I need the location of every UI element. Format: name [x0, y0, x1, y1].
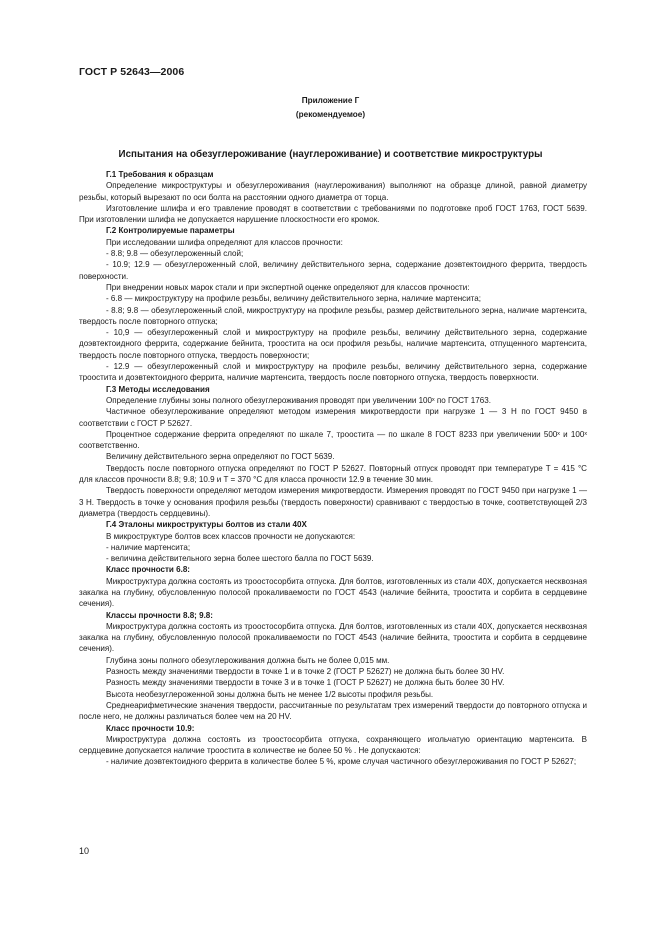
- subsection-heading: Классы прочности 8.8; 9.8:: [106, 610, 213, 620]
- paragraph: При внедрении новых марок стали и при экспертной оценке определяют для классов прочности:: [106, 282, 470, 292]
- paragraph: Твердость поверхности определяют методом измерения микротвердости. Измерения проводят по ГОСТ 9450 при нагрузке 1 — 3 Н. Твердость в точке у основания профиля резьбы (твердость поверхности) сравнивают с твердостью в точке, соответствующей 2/3 диаметра (твердость сердцевины).: [79, 486, 587, 518]
- subsection-heading: Г.4 Эталоны микроструктуры болтов из стали 40Х: [106, 520, 307, 530]
- paragraph: Изготовление шлифа и его травление проводят в соответствии с требованиями по подготовке проб ГОСТ 1763, ГОСТ 5639. При изготовлении шлифа не допускается нарушение плоскостности его кромок.: [79, 203, 587, 225]
- paragraph: - 8.8; 9.8 — обезуглероженный слой, микроструктуру на профиле резьбы, размер действительного зерна, наличие мартенсита, твердость после повторного отпуска;: [79, 305, 587, 326]
- paragraph: Среднеарифметические значения твердости, рассчитанные по результатам трех измерений твердости до повторного отпуска и после него, не должны различаться более чем на 20 HV.: [79, 700, 587, 722]
- page-number: 10: [79, 846, 90, 856]
- paragraph: Микроструктура должна состоять из троостосорбита отпуска. Для болтов, изготовленных из стали 40Х, допускается несквозная закалка на глубину, обусловленную полосой прокаливаемости по ГОСТ 4543 (наличие бейнита, троостита и сорбита в сердцевине сечения).: [79, 621, 587, 654]
- paragraph: Твердость после повторного отпуска определяют по ГОСТ Р 52627. Повторный отпуск проводят при температуре T = 415 °С для классов прочности 8.8; 9.8; 10.9 и T = 370 °С для класса прочности 12.9 в течение 30 мин.: [79, 463, 587, 485]
- paragraph: Процентное содержание феррита определяют по шкале 7, троостита — по шкале 8 ГОСТ 8233 при увеличении 500ˣ и 100ˣ соответственно.: [79, 429, 587, 451]
- subsection-heading: Г.2 Контролируемые параметры: [106, 226, 235, 236]
- paragraph: Определение глубины зоны полного обезуглероживания проводят при увеличении 100ˣ по ГОСТ 1763.: [106, 395, 491, 405]
- subsection-heading: Г.1 Требования к образцам: [106, 170, 214, 179]
- paragraph: - 8.8; 9.8 — обезуглероженный слой;: [106, 249, 244, 259]
- paragraph: Разность между значениями твердости в точке 1 и в точке 2 (ГОСТ Р 52627) не должна быть более 30 HV.: [106, 667, 505, 677]
- paragraph: - 12.9 — обезуглероженный слой и микроструктуру на профиле резьбы, величину действительного зерна, содержание троостита и доэвтектоидного феррита, наличие мартенсита, твердость после повторного отпуска, твердость поверхности.: [79, 362, 587, 383]
- paragraph: Высота необезуглероженной зоны должна быть не менее 1/2 высоты профиля резьбы.: [106, 689, 434, 699]
- paragraph: Частичное обезуглероживание определяют методом измерения микротвердости при нагрузке 1 — 3 Н по ГОСТ 9450 в соответствии с ГОСТ Р 52627.: [79, 407, 587, 428]
- paragraph: - 6.8 — микроструктуру на профиле резьбы, величину действительного зерна, наличие мартенсита;: [106, 294, 481, 304]
- paragraph: В микроструктуре болтов всех классов прочности не допускаются:: [106, 531, 356, 541]
- paragraph: Глубина зоны полного обезуглероживания должна быть не более 0,015 мм.: [106, 655, 390, 665]
- paragraph: При исследовании шлифа определяют для классов прочности:: [106, 237, 343, 247]
- paragraph: - наличие мартенсита;: [106, 542, 191, 552]
- paragraph: Микроструктура должна состоять из троостосорбита отпуска, сохраняющего игольчатую ориентацию мартенсита. В сердцевине допускается наличие троостита в количестве не более 50 % . Не допускаются:: [79, 734, 587, 756]
- paragraph: - наличие доэвтектоидного феррита в количестве более 5 %, кроме случая частичного обезуглероживания по ГОСТ Р 52627;: [106, 757, 577, 767]
- paragraph: - 10.9; 12.9 — обезуглероженный слой, величину действительного зерна, содержание доэвтектоидного феррита, твердость поверхности.: [79, 260, 587, 281]
- section-title: Испытания на обезуглероживание (науглероживание) и соответствие микроструктуры: [118, 149, 543, 160]
- paragraph: - величина действительного зерна более шестого балла по ГОСТ 5639.: [106, 554, 374, 564]
- paragraph: Разность между значениями твердости в точке 3 и в точке 1 (ГОСТ Р 52627) не должна быть более 30 HV.: [106, 678, 505, 688]
- paragraph: Величину действительного зерна определяют по ГОСТ 5639.: [106, 452, 335, 462]
- subsection-heading: Класс прочности 10.9:: [106, 723, 195, 733]
- subsection-heading: Класс прочности 6.8:: [106, 565, 190, 575]
- paragraph: Определение микроструктуры и обезуглероживания (науглероживания) выполняют на образце длиной, равной диаметру резьбы, который вырезают по оси болта на расстоянии одного диаметра от торца.: [79, 181, 587, 202]
- standard-header: ГОСТ Р 52643—2006: [79, 66, 185, 78]
- appendix-title: Приложение Г: [301, 96, 360, 105]
- body-text: [79, 169, 587, 768]
- paragraph: Микроструктура должна состоять из троостосорбита отпуска. Для болтов, изготовленных из стали 40Х, допускается несквозная закалка на глубину, обусловленную полосой прокаливаемости по ГОСТ 4543 (наличие бейнита, троостита и сорбита в сердцевине сечения).: [79, 576, 587, 609]
- subsection-heading: Г.3 Методы исследования: [106, 384, 210, 394]
- paragraph: - 10,9 — обезуглероженный слой и микроструктуру на профиле резьбы, величину действительного зерна, содержание доэвтектоидного феррита, содержание бейнита, троостита на оси профиля резьбы, наличие мартенсита, отпущенного мартенсита, твердость после повторного отпуска, твердость поверхности;: [79, 328, 587, 360]
- appendix-note: (рекомендуемое): [295, 110, 366, 119]
